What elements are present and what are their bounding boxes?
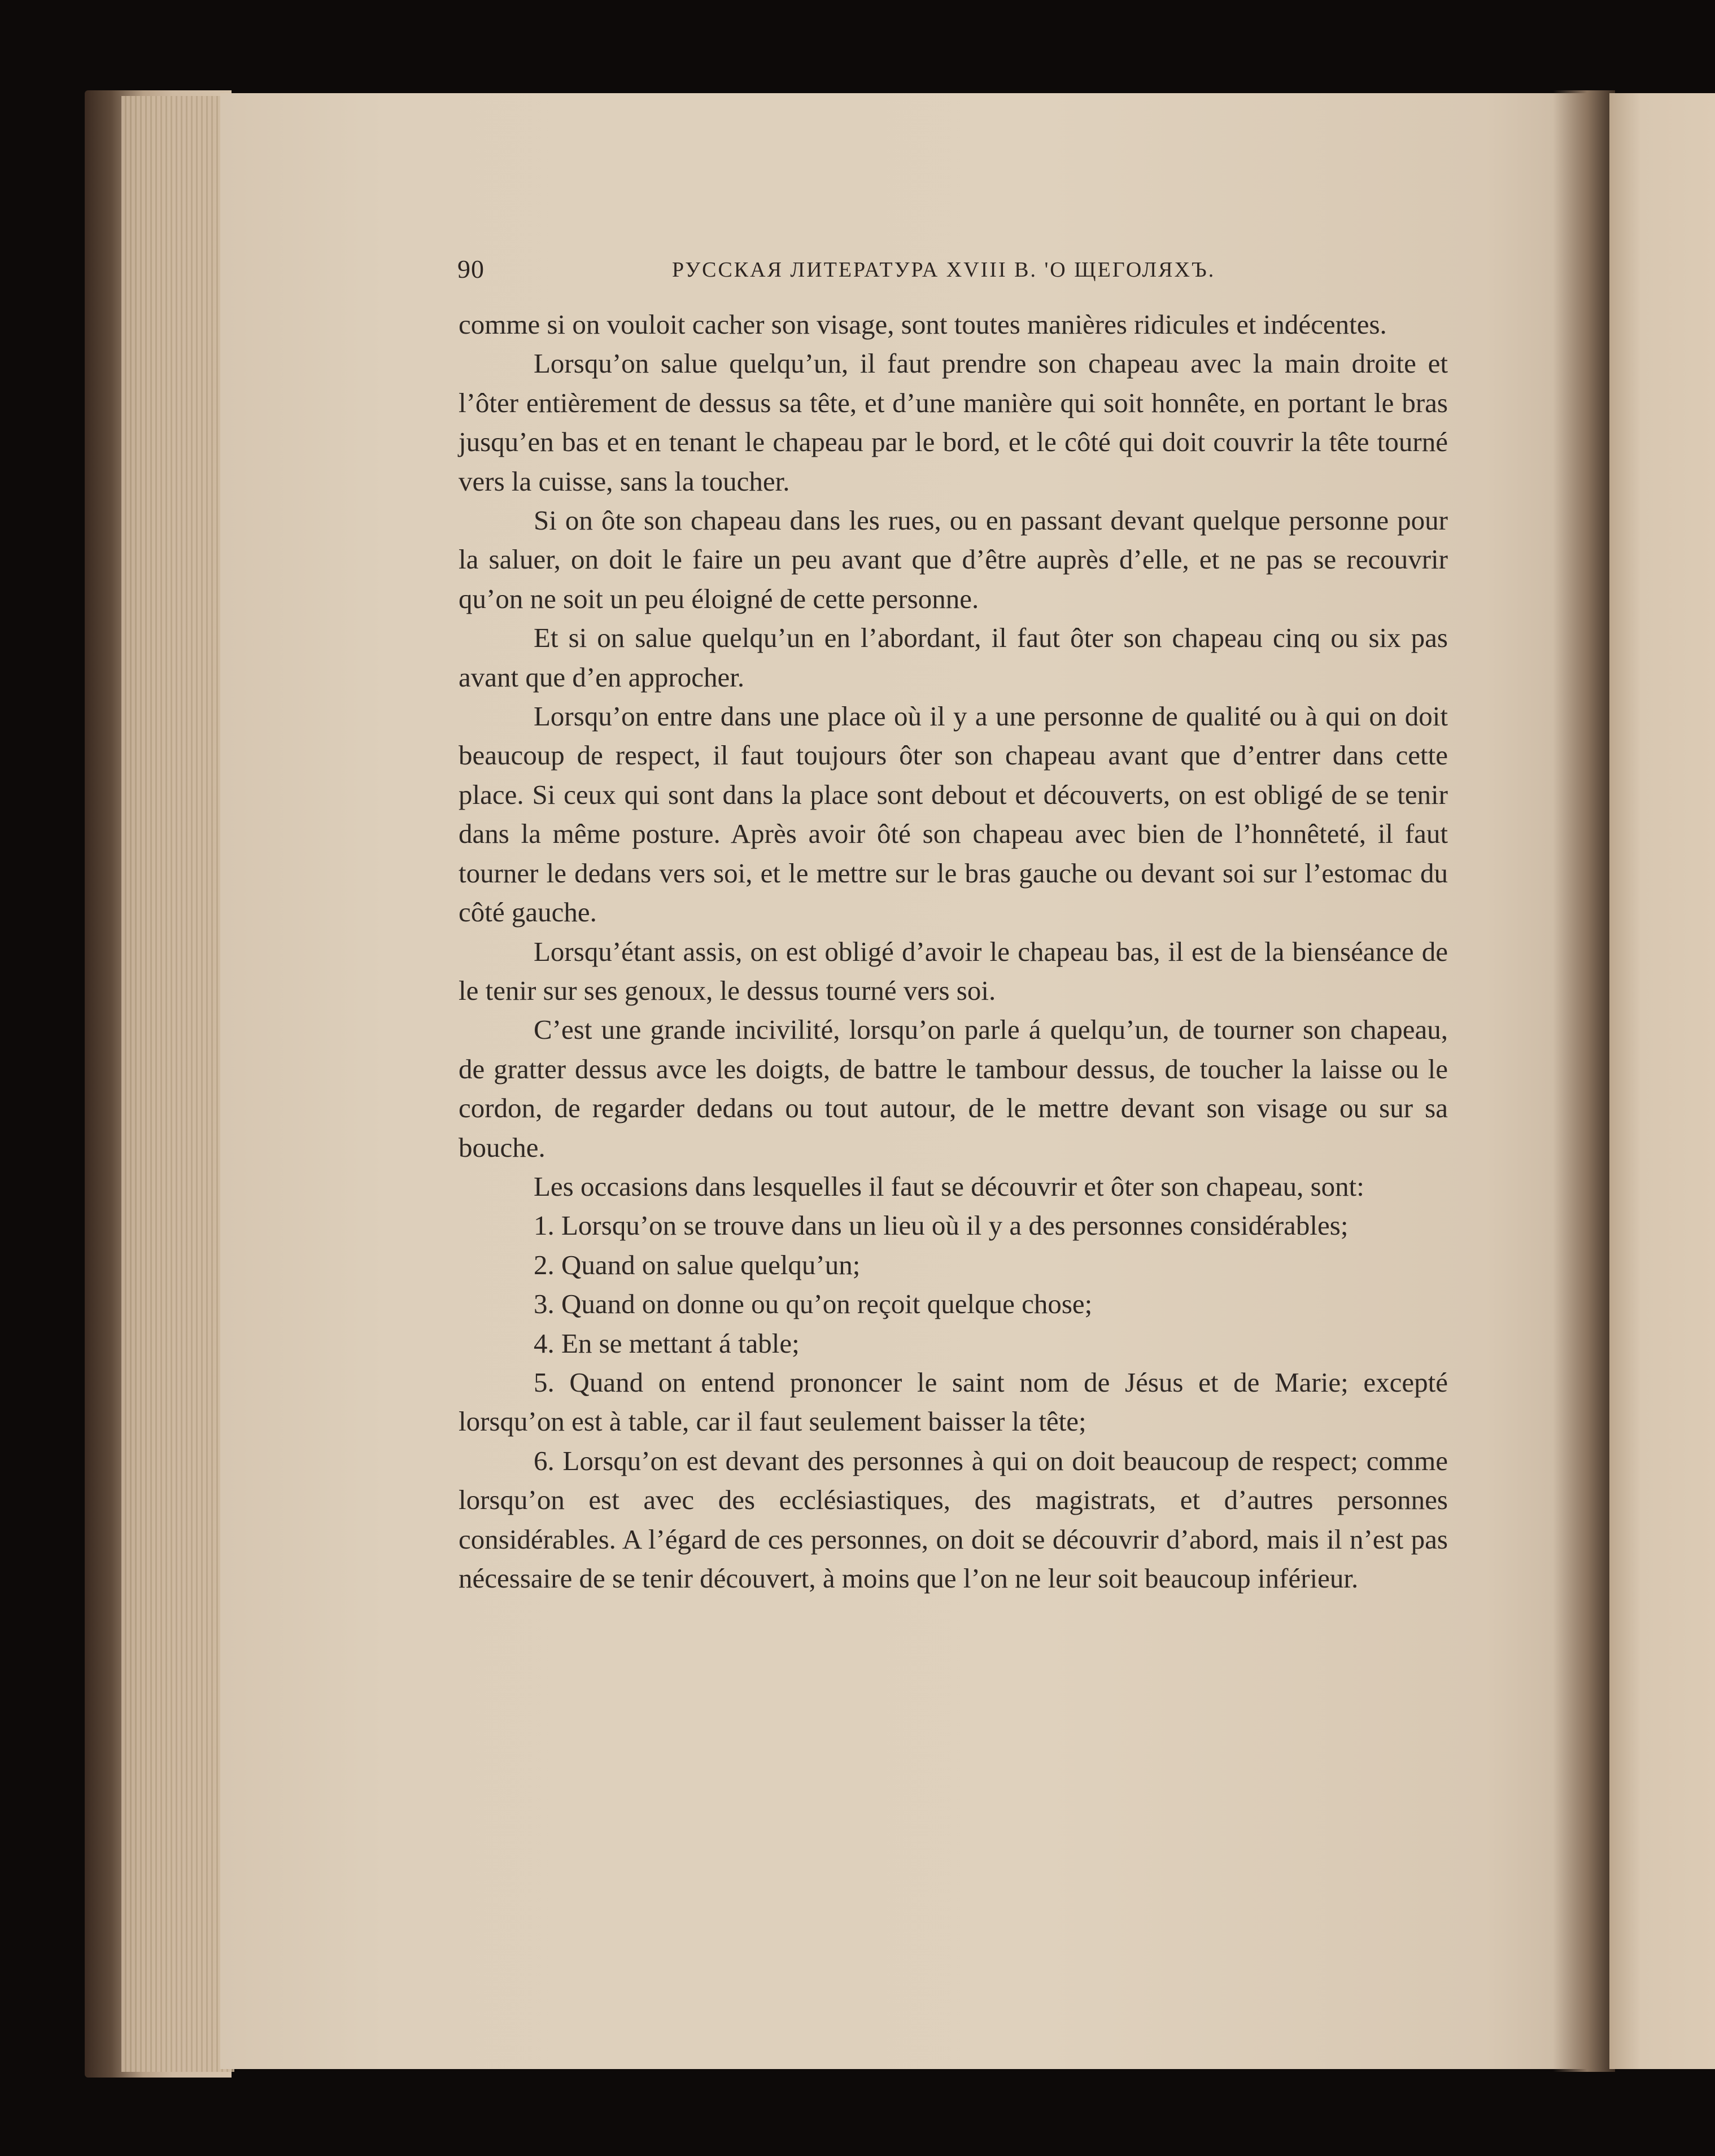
facing-page	[1609, 93, 1715, 2069]
list-item-1: 1. Lorsqu’on se trouve dans un lieu où il y a des personnes considérables;	[534, 1210, 1349, 1241]
paragraph-7: C’est une grande incivilité, lorsqu’on parle á quelqu’un, de tourner son chapeau, de gratter dessus avce les doigts, de battre le tambour dessus, de toucher la laisse ou le cordon, de regarder dedans ou tout autour, de le mettre devant son visage ou sur sa bouche.	[459, 1014, 1448, 1163]
list-item-6: 6. Lorsqu’on est devant des personnes à qui on doit beaucoup de respect; comme lorsqu’on est avec des ecclésiastiques, des magistrats, et d’autres personnes considérables. A l’égard de ces personnes, on doit se découvrir d’abord, mais il n’est pas nécessaire de se tenir découvert, à moins que l’on ne leur soit beaucoup inférieur.	[459, 1445, 1448, 1594]
body-text	[459, 305, 1448, 1598]
paragraph-8: Les occasions dans lesquelles il faut se découvrir et ôter son chapeau, sont:	[534, 1170, 1364, 1202]
running-title: РУССКАЯ ЛИТЕРАТУРА XVIII В. 'О ЩЕГОЛЯХЪ.	[672, 258, 1216, 282]
paragraph-5: Lorsqu’on entre dans une place où il y a une personne de qualité ou à qui on doit beaucoup de respect, il faut toujours ôter son chapeau avant que d’entrer dans cette place. Si ceux qui sont dans la place sont debout et découverts, on est obligé de se tenir dans la même posture. Après avoir ôté son chapeau avec bien de l’honnêteté, il faut tourner le dedans vers soi, et le mettre sur le bras gauche ou devant soi sur l’estomac du côté gauche.	[459, 701, 1448, 928]
paragraph-6: Lorsqu’étant assis, on est obligé d’avoir le chapeau bas, il est de la bienséance de le tenir sur ses genoux, le dessus tourné vers soi.	[459, 935, 1448, 1006]
paragraph-3: Si on ôte son chapeau dans les rues, ou en passant devant quelque personne pour la saluer, on doit le faire un peu avant que d’être auprès d’elle, et ne pas se recouvrir qu’on ne soit un peu éloigné de cette personne.	[459, 505, 1448, 614]
running-head	[457, 254, 1451, 288]
list-item-2: 2. Quand on salue quelqu’un;	[534, 1249, 861, 1280]
paragraph-1: comme si on vouloit cacher son visage, sont toutes manières ridicules et indécentes.	[459, 309, 1387, 340]
paragraph-2: Lorsqu’on salue quelqu’un, il faut prendre son chapeau avec la main droite et l’ôter entièrement de dessus sa tête, et d’une manière qui soit honnête, en portant le bras jusqu’en bas et en tenant le chapeau par le bord, et le côté qui doit couvrir la tête tourné vers la cuisse, sans la toucher.	[459, 348, 1448, 497]
list-item-4: 4. En se mettant á table;	[534, 1327, 800, 1359]
page-stack-edges	[121, 96, 234, 2072]
book-gutter-shadow	[1553, 90, 1615, 2072]
page-number: 90	[457, 255, 485, 283]
paragraph-4: Et si on salue quelqu’un en l’abordant, il faut ôter son chapeau cinq ou six pas avant que d’en approcher.	[459, 622, 1448, 693]
list-item-5: 5. Quand on entend prononcer le saint nom de Jésus et de Marie; excepté lorsqu’on est à table, car il faut seulement baisser la tête;	[459, 1366, 1448, 1437]
list-item-3: 3. Quand on donne ou qu’on reçoit quelque chose;	[534, 1288, 1093, 1320]
